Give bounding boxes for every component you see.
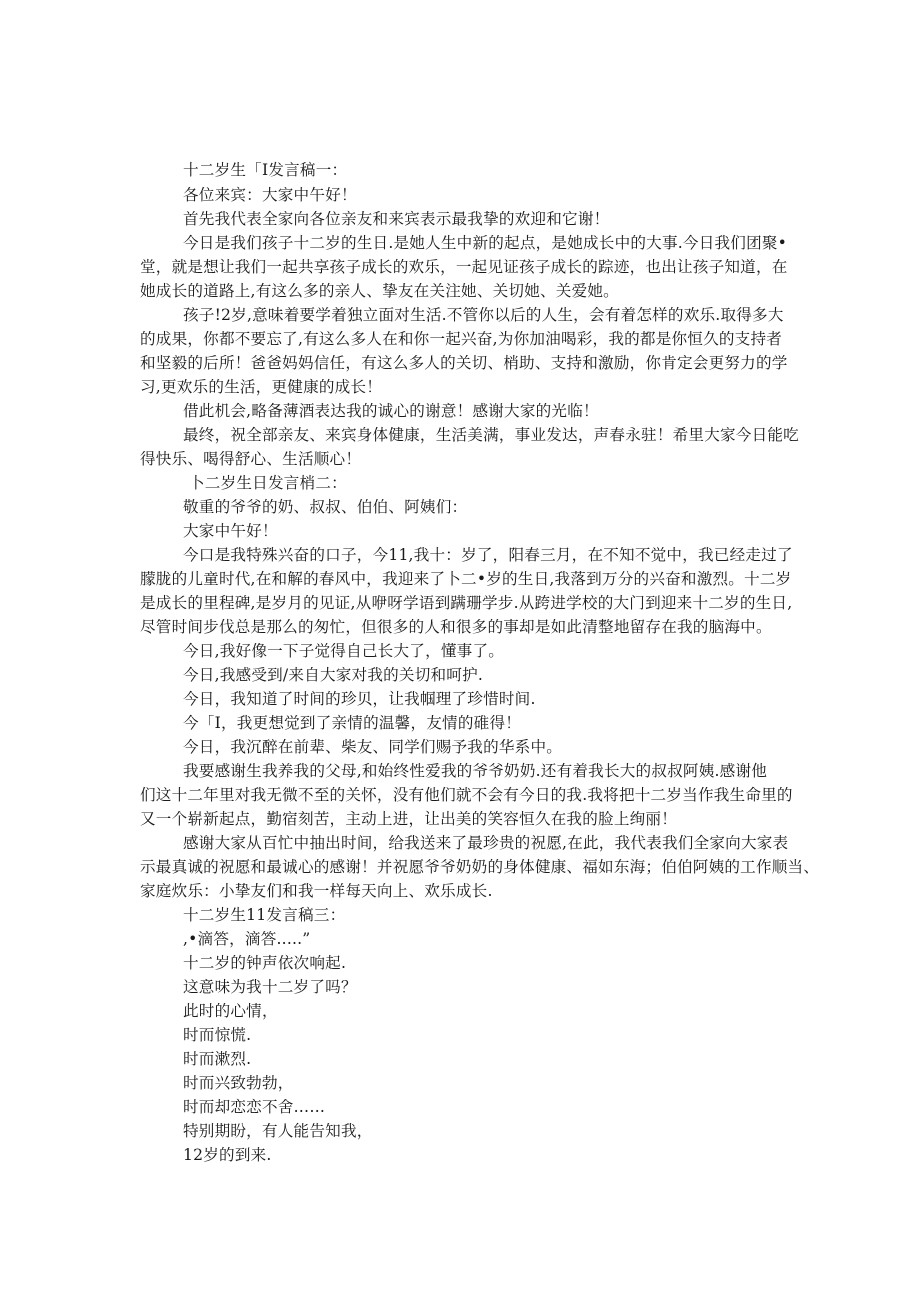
poem-line: ,•滴答，滴答.....” [183,930,311,948]
poem-line: 特别期盼，有人能告知我， [183,1122,373,1140]
paragraph-line: 示最真诚的祝愿和最诚心的感谢！并祝愿爷爷奶奶的身体健康、福如东海；伯伯阿姨的工作顺当、 [140,858,820,876]
poem-line: 时而漱烈. [183,1050,252,1068]
paragraph-line: 借此机会,略备薄酒表达我的诚心的谢意！感谢大家的光临！ [183,402,599,420]
paragraph-line: 首先我代表全家向各位亲友和来宾表示最我挚的欢迎和它谢！ [183,210,610,228]
paragraph-line: 感谢大家从百忙中抽出时间，给我送来了最珍贵的祝愿,在此，我代表我们全家向大家表 [183,834,789,852]
paragraph-line: 今口是我特殊兴奋的口子，今11,我十：岁了，阳春三月，在不知不觉中，我已经走过了 [183,546,793,564]
paragraph-line: 今日，我沉醉在前辈、柴友、同学们赐予我的华系中。 [183,738,563,756]
paragraph-line: 尽管时间步伐总是那么的匆忙，但很多的人和很多的事却是如此清整地留存在我的脑海中。 [140,618,772,636]
paragraph-line: 是成长的里程碑,是岁月的见证,从咿呀学语到蹒珊学步.从跨进学校的大门到迎来十二岁的生日, [140,594,793,612]
greeting-line: 敬重的爷爷的奶、叔叔、伯伯、阿姨们： [183,498,468,516]
paragraph-line: 家庭炊乐：小挚友们和我一样每天向上、欢乐成长. [140,882,493,900]
poem-line: 十二岁的钟声依次响起. [183,954,347,972]
paragraph-line: 今日,我好像一下子觉得自己长大了，懂事了。 [183,642,505,660]
paragraph-line: 朦胧的儿童时代,在和解的春风中，我迎来了卜二•岁的生日,我落到万分的兴奋和激烈。十二岁 [140,570,792,588]
paragraph-line: 今「I，我更想觉到了亲情的温馨，友情的碓得！ [183,714,522,732]
greeting-line: 各位来宾：大家中午好！ [183,186,357,204]
poem-line: 12岁的到来. [183,1146,272,1164]
poem-line: 时而兴致勃勃， [183,1074,294,1092]
poem-line: 这意味为我十二岁了吗？ [183,978,357,996]
paragraph-line: 我要感谢生我养我的父母,和始终性爱我的爷爷奶奶.还有着我长大的叔叔阿姨.感谢他 [183,762,768,780]
paragraph-line: 堂，就是想让我们一起共享孩子成长的欢乐，一起见证孩子成长的踪迹，也出让孩子知道，在 [140,258,788,276]
paragraph-line: 的成果，你都不要忘了,有这么多人在和你一起兴奋,为你加油喝彩，我的都是你恒久的支持者 [140,330,783,348]
paragraph-line: 们这十二年里对我无微不至的关怀，没有他们就不会有今日的我.我将把十二岁当作我生命里的 [140,786,793,804]
heading-speech-one: 十二岁生「I发言稿一： [183,161,348,179]
paragraph-line: 她成长的道路上,有这么多的亲人、挚友在关注她、关切她、关爱她。 [140,282,619,300]
heading-speech-two: 卜二岁生日发言梢二： [189,474,347,492]
paragraph-line: 习,更欢乐的生活，更健康的成长！ [140,378,383,396]
poem-line: 时而却恋恋不舍…… [183,1098,326,1116]
paragraph-line: 今日是我们孩子十二岁的生日.是她人生中新的起点，是她成长中的大事.今日我们团聚• [183,234,788,252]
paragraph-line: 今日，我知道了时间的珍贝，让我帼理了珍惜时间. [183,690,536,708]
poem-line: 时而惊慌. [183,1026,252,1044]
poem-line: 此时的心情， [183,1002,278,1020]
paragraph-line: 今日,我感受到/来自大家对我的关切和呵护. [183,666,484,684]
paragraph-line: 孩子!2岁,意味着要学着独立面对生活.不管你以后的人生，会有着怎样的欢乐.取得多大 [183,306,784,324]
paragraph-line: 又一个崭新起点，勤宿刻苦，主动上进，让出美的笑容恒久在我的脸上绚丽！ [140,810,677,828]
paragraph-line: 得快乐、喝得舒心、生活顺心！ [140,450,362,468]
greeting-line: 大家中午好！ [183,522,278,540]
heading-speech-three: 十二岁生11发言稿三： [183,906,346,924]
paragraph-line: 最终，祝全部亲友、来宾身体健康，生活美满，事业发达，声春永驻！希里大家今日能吃 [183,426,799,444]
paragraph-line: 和坚毅的后所！爸爸妈妈信任，有这么多人的关切、梢助、支持和激励，你肯定会更努力的学 [140,354,788,372]
